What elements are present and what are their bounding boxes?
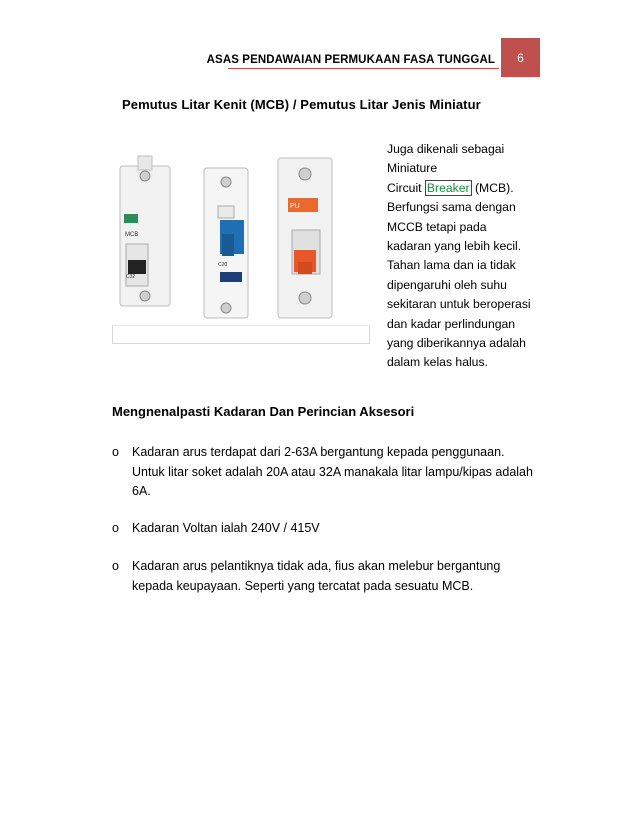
desc-line: kadaran yang lebih kecil. [387,239,522,254]
header-title: ASAS PENDAWAIAN PERMUKAAN FASA TUNGGAL [206,54,495,66]
desc-line: Juga dikenali sebagai [387,142,505,156]
page-number-badge: 6 [501,38,540,77]
svg-text:MCB: MCB [125,232,139,238]
desc-line: Tahan lama dan ia tidak [387,258,516,273]
bullet-marker: o [112,521,119,535]
mcb-description [387,140,547,373]
list-item-line: 6A. [132,484,151,498]
mcb-photo [112,148,370,344]
desc-line [387,179,547,198]
breaker-right [278,158,332,318]
desc-text: (MCB). [471,180,514,195]
breaker-link[interactable]: Breaker [426,180,470,195]
svg-text:C32: C32 [126,274,136,280]
header-rule [228,68,499,69]
accessories-heading: Mengnenalpasti Kadaran Dan Perincian Aksesori [112,404,415,419]
list-item-line: Untuk litar soket adalah 20A atau 32A manakala litar lampu/kipas adalah [132,464,533,479]
desc-line: MCCB tetapi pada [387,219,487,234]
svg-text:PU: PU [290,203,300,210]
desc-line: dipengaruhi oleh suhu [387,277,507,292]
breaker-middle [204,168,248,318]
image-frame [112,325,370,344]
desc-line: Miniature [387,161,438,176]
list-item-line: kepada keupayaan. Seperti yang tercatat pada sesuatu MCB. [132,578,474,593]
desc-line: yang diberikannya adalah [387,336,526,351]
list-item [112,443,542,502]
mcb-illustration [112,148,370,344]
section-title: Pemutus Litar Kenit (MCB) / Pemutus Litar Jenis Miniatur [122,97,481,112]
desc-line: sekitaran untuk beroperasi [387,297,531,312]
list-item-line: Kadaran arus pelantiknya tidak ada, fius akan melebur bergantung [132,559,501,573]
desc-line: dalam kelas halus. [387,355,488,370]
svg-text:C20: C20 [218,262,228,268]
list-item [112,557,542,596]
list-item [112,519,542,539]
bullet-marker: o [112,445,119,459]
list-item-line: Kadaran Voltan ialah 240V / 415V [132,521,320,535]
desc-line: Berfungsi sama dengan [387,200,516,215]
breaker-left [120,156,170,306]
desc-text: Circuit [387,180,425,195]
list-item-line: Kadaran arus terdapat dari 2-63A bergantung kepada penggunaan. [132,445,505,459]
desc-line: dan kadar perlindungan [387,316,516,331]
bullet-marker: o [112,559,119,573]
